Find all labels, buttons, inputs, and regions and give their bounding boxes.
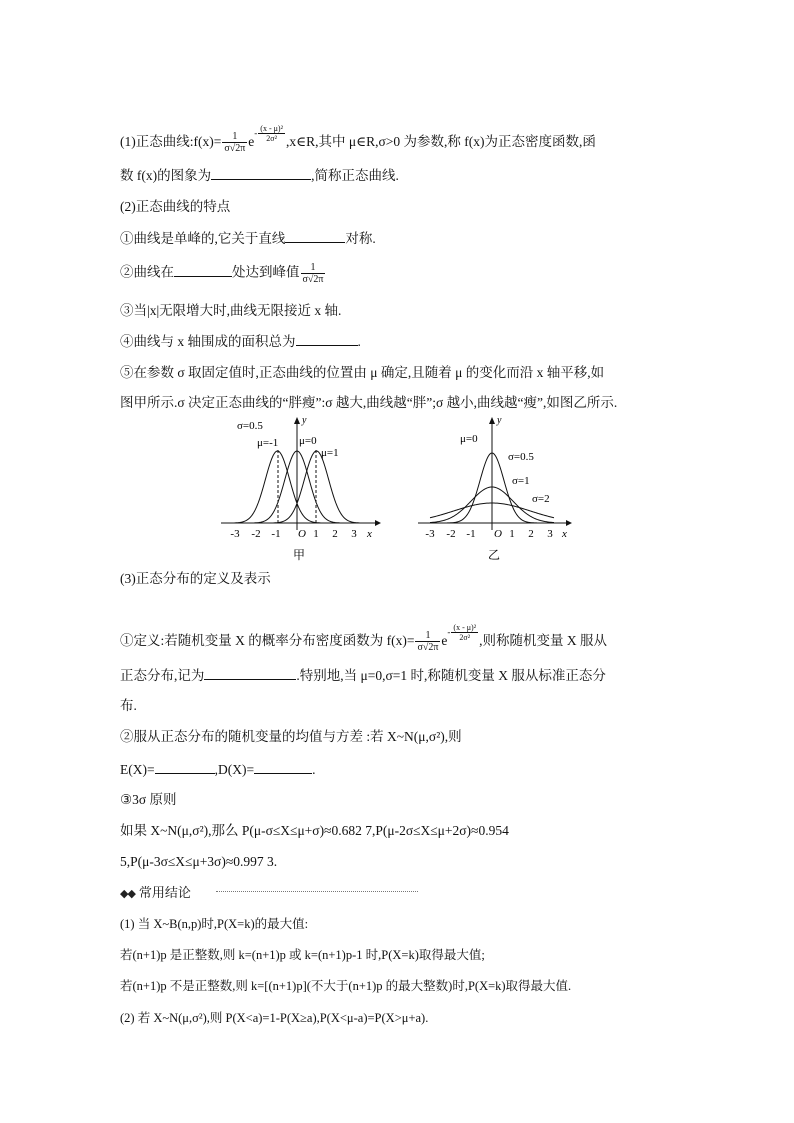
s1-line2 (120, 166, 399, 185)
fig-left-mu-label-2: μ=0 (299, 435, 317, 447)
fig-left-tick-1: 1 (313, 528, 319, 540)
s2-p1 (120, 229, 376, 248)
s3-d2 (120, 666, 606, 685)
s3-m2 (120, 760, 315, 779)
s3-d1-num: 1 (415, 630, 440, 642)
s1-exponent (254, 124, 286, 144)
s3-d2-post: .特别地,当 μ=0,σ=1 时,称随机变量 X 服从标准正态分 (296, 668, 606, 683)
fig-right-tick-m2: -2 (446, 528, 456, 540)
s2-p1-pre: ①曲线是单峰的,它关于直线 (120, 231, 286, 246)
fig-left-x-label: x (367, 528, 372, 540)
fig-right-x-arrow (566, 520, 572, 526)
fig-left-tick-2: 2 (332, 528, 338, 540)
s3-d1-pre: ①定义:若随机变量 X 的概率分布密度函数为 f(x)= (120, 633, 415, 648)
s3-title: (3)正态分布的定义及表示 (120, 571, 271, 586)
conclusions-rule (216, 891, 418, 892)
fig-left-origin: O (298, 528, 306, 540)
fig-right-tick-3: 3 (547, 528, 553, 540)
s1-exp-frac (258, 124, 285, 143)
s3-d2-pre: 正态分布,记为 (120, 668, 205, 683)
s1-exp-num: (x - μ)² (260, 124, 283, 134)
s2-p2-pre: ②曲线在 (120, 264, 174, 280)
s3-d1-e: e (441, 633, 448, 648)
fig-right-sigma-label-1: σ=0.5 (508, 451, 534, 463)
s2-p1-post: 对称. (345, 231, 376, 246)
conclusions-header (120, 882, 420, 900)
s3-m2-a: E(X)= (120, 762, 155, 777)
fig-right-origin: O (494, 528, 502, 540)
conclusion-2: 若(n+1)p 是正整数,则 k=(n+1)p 或 k=(n+1)p-1 时,P(X=k)取得最大值; (120, 948, 485, 962)
s2-p2-mid: 处达到峰值 (232, 264, 300, 280)
blank-curve-graph[interactable] (211, 166, 311, 180)
fig-left-mu-label-1: μ=-1 (257, 437, 279, 449)
s2-title: (2)正态曲线的特点 (120, 199, 231, 214)
fig-left-tick-m2: -2 (251, 528, 261, 540)
blank-mean[interactable] (155, 760, 215, 774)
blank-symmetry-line[interactable] (285, 229, 345, 243)
blank-variance[interactable] (254, 760, 312, 774)
s3-d1-exp-frac (451, 623, 478, 642)
s2-p3: ③当|x|无限增大时,曲线无限接近 x 轴. (120, 303, 342, 318)
s1-line2-post: ,简称正态曲线. (311, 168, 399, 183)
s3-m1: ②服从正态分布的随机变量的均值与方差 :若 X~N(μ,σ²),则 (120, 729, 462, 744)
s2-p2 (120, 262, 326, 285)
s1-e: e (248, 134, 255, 149)
fig-right-tick-m3: -3 (425, 528, 435, 540)
s3-d1-exponent (447, 623, 479, 643)
s1-line2-pre: 数 f(x)的图象为 (120, 168, 212, 183)
s1-exp-minus: - (254, 128, 258, 138)
s1-fx: f(x)= (193, 134, 222, 149)
conclusions-title: 常用结论 (138, 885, 191, 900)
s1-fraction (222, 131, 247, 154)
s3-d1-fraction (415, 630, 440, 653)
fig-right-tick-1: 1 (509, 528, 515, 540)
s3-m2-b: ,D(X)= (214, 762, 255, 777)
fig-right-caption: 乙 (488, 548, 501, 562)
s2-p4-pre: ④曲线与 x 轴围成的面积总为 (120, 334, 296, 349)
fig-right-sigma-label-2: σ=1 (512, 475, 530, 487)
s3-rule-line2: 5,P(μ-3σ≤X≤μ+3σ)≈0.997 3. (120, 854, 278, 869)
conclusion-1: (1) 当 X~B(n,p)时,P(X=k)的最大值: (120, 917, 309, 931)
fig-left-tick-3: 3 (351, 528, 357, 540)
s1-exp-den: 2σ² (266, 134, 277, 144)
s3-rule-line1: 如果 X~N(μ,σ²),那么 P(μ-σ≤X≤μ+σ)≈0.682 7,P(μ-2σ≤X≤μ+2σ)≈0.954 (120, 823, 509, 838)
s2-p5a: ⑤在参数 σ 取固定值时,正态曲线的位置由 μ 确定,且随着 μ 的变化而沿 x 轴平移,如 (120, 365, 605, 380)
fig-right-tick-2: 2 (528, 528, 534, 540)
s3-d1-post: ,则称随机变量 X 服从 (479, 633, 607, 648)
s1-frac-den: σ√2π (224, 143, 246, 155)
s2-p5b: 图甲所示.σ 决定正态曲线的“胖瘦”:σ 越大,曲线越“胖”;σ 越小,曲线越“瘦”,如图乙所示. (120, 395, 618, 410)
diamond-icon: ◆◆ (120, 888, 135, 900)
s1-frac-num: 1 (222, 131, 247, 143)
s1-prefix: (1)正态曲线: (120, 134, 194, 149)
fig-right-x-label: x (562, 528, 567, 540)
s3-d3: 布. (120, 698, 137, 713)
s1-line1 (120, 124, 596, 154)
conclusion-4: (2) 若 X~N(μ,σ²),则 P(X<a)=1-P(X≥a),P(X<μ-a)=P(X>μ+a). (120, 1011, 429, 1025)
s2-p4 (120, 332, 361, 351)
fig-left-tick-m1: -1 (271, 528, 281, 540)
fig-right-mu-label: μ=0 (460, 433, 478, 445)
s3-rule-title: ③3σ 原则 (120, 792, 177, 807)
s3-d1-exp-num: (x - μ)² (453, 623, 477, 633)
fig-left-y-arrow (294, 417, 300, 424)
s2-p4-post: . (357, 334, 361, 349)
blank-area[interactable] (296, 332, 358, 346)
s1-after: ,x∈R,其中 μ∈R,σ>0 为参数,称 f(x)为正态密度函数,函 (285, 134, 596, 149)
s2-p2-den: σ√2π (302, 274, 324, 285)
s3-d1-den: σ√2π (417, 642, 439, 654)
s2-peak-fraction (301, 262, 326, 285)
blank-peak-position[interactable] (174, 263, 232, 277)
fig-left-mu-label-3: μ=1 (321, 447, 339, 459)
fig-left-x-arrow (375, 520, 381, 526)
conclusion-3: 若(n+1)p 不是正整数,则 k=[(n+1)p](不大于(n+1)p 的最大整数)时,P(X=k)取得最大值. (120, 979, 572, 993)
fig-right-y-arrow (489, 417, 495, 424)
blank-normal-notation[interactable] (204, 666, 296, 680)
s3-d1-exp-minus: - (447, 627, 451, 637)
fig-right-sigma-label-3: σ=2 (532, 493, 550, 505)
s3-d1 (120, 623, 607, 653)
s3-m2-c: . (312, 762, 316, 777)
fig-left-caption: 甲 (293, 548, 306, 562)
fig-left-y-label: y (302, 415, 307, 426)
fig-left-tick-m3: -3 (230, 528, 240, 540)
s3-d1-exp-den: 2σ² (459, 633, 471, 643)
figure-left (215, 412, 385, 564)
s2-p2-num: 1 (301, 262, 326, 274)
fig-right-tick-m1: -1 (466, 528, 476, 540)
fig-left-sigma-label: σ=0.5 (237, 420, 263, 432)
figure-right (412, 412, 582, 564)
fig-right-y-label: y (497, 415, 502, 426)
